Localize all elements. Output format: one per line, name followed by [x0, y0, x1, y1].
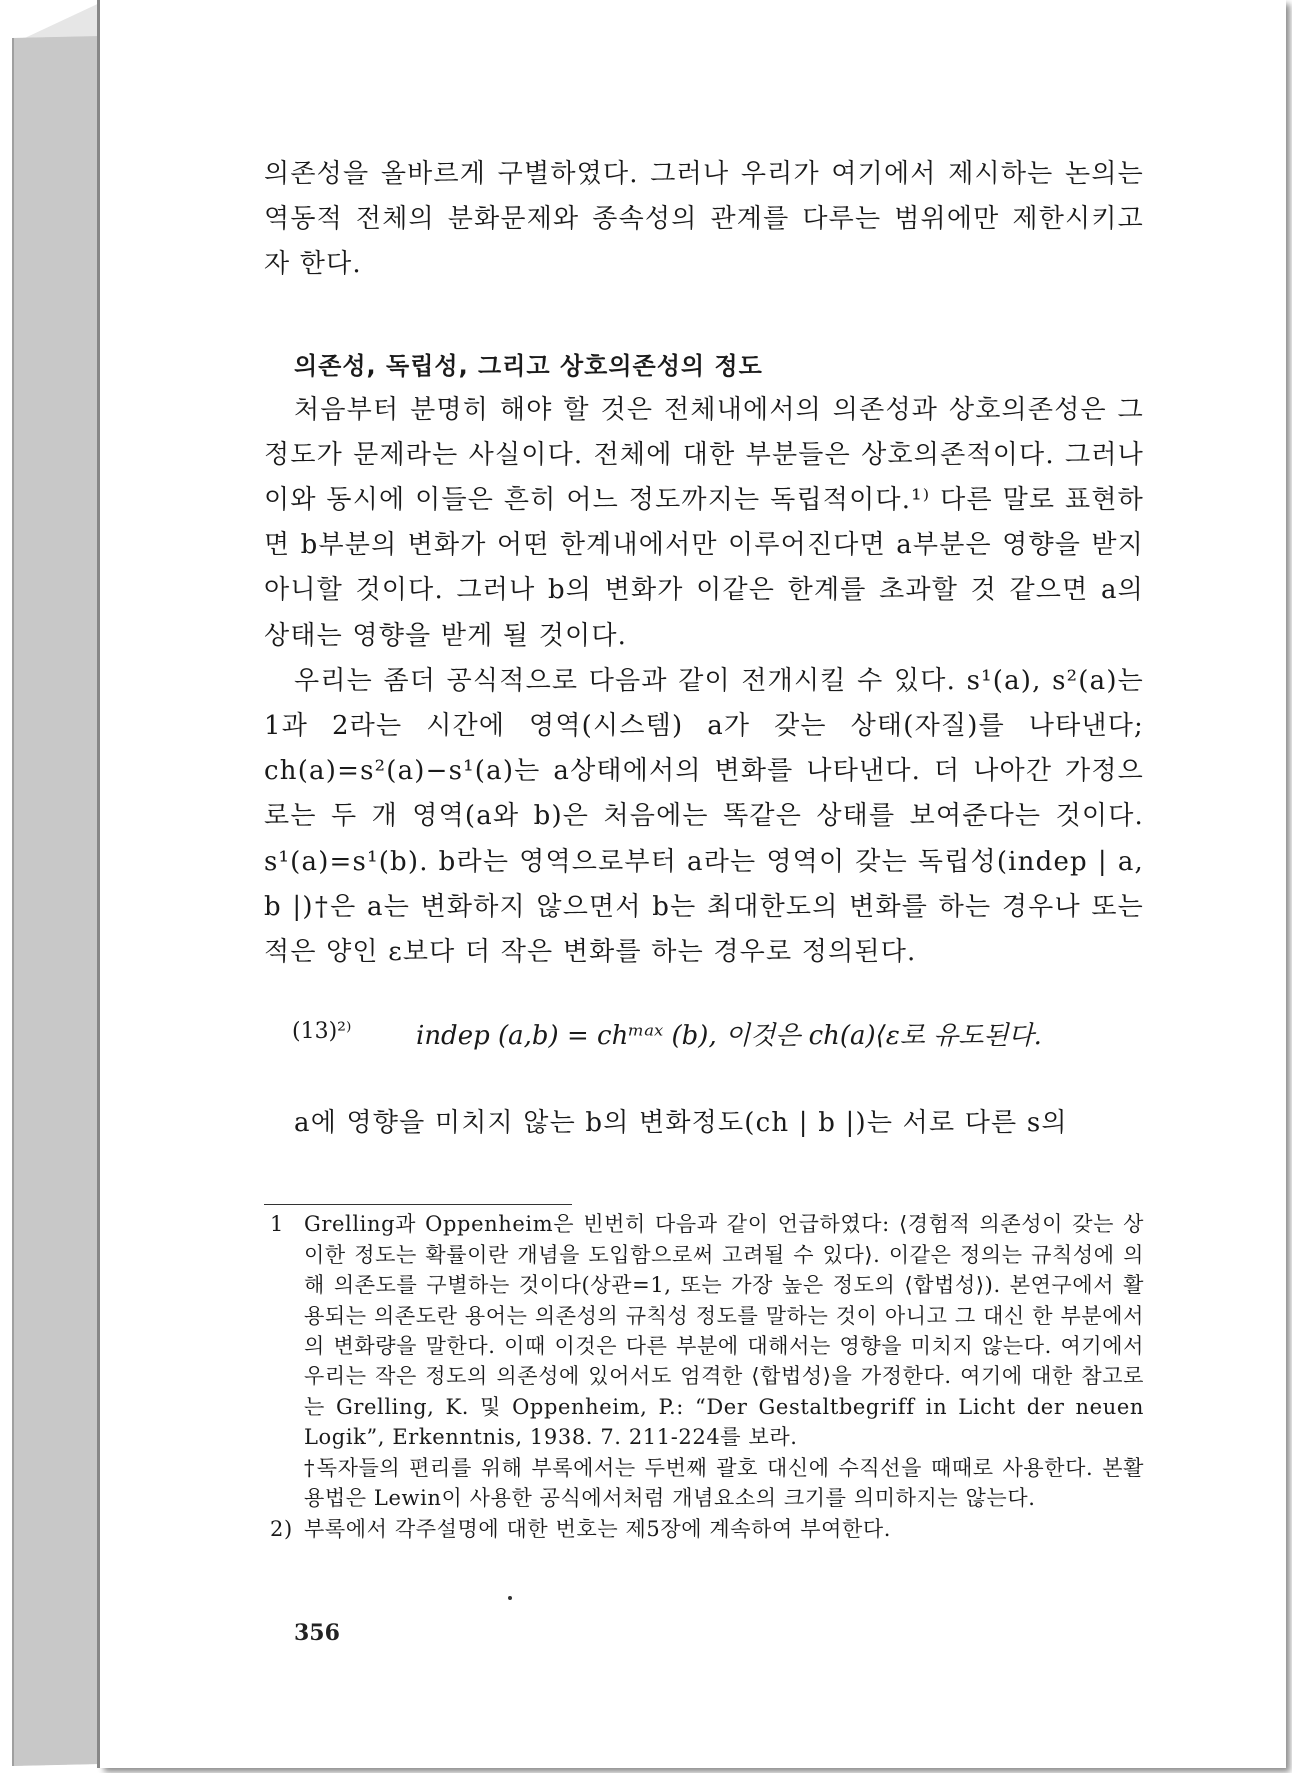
formula-number: (13)²⁾: [292, 1019, 352, 1045]
formula-expression: indep (a,b) = chᵐᵃˣ (b), 이것은 ch(a)⟨ε로 유도된다.: [416, 1021, 1042, 1052]
paragraph-2: 처음부터 분명히 해야 할 것은 전체내에서의 의존성과 상호의존성은 그 정도가 문제라는 사실이다. 전체에 대한 부분들은 상호의존적이다. 그러나 이와 동시에 이들은 흔히 어느 정도까지는 독립적이다.¹⁾ 다른 말로 표현하면 b부분의 변화가 어떤 한계내에서만 이루어진다면 a부분은 영향을 받지 아니할 것이다. 그러나 b의 변화가 이같은 한계를 초과할 것 같으면 a의 상태는 영향을 받게 될 것이다.: [264, 394, 1144, 651]
footnote-divider: [264, 1204, 572, 1205]
book-spine: [12, 36, 106, 1766]
footnote-2-text: 부록에서 각주설명에 대한 번호는 제5장에 계속하여 부여한다.: [304, 1516, 892, 1541]
paragraph-4: a에 영향을 미치지 않는 b의 변화정도(ch | b |)는 서로 다른 s의: [294, 1108, 1068, 1139]
print-speck: [508, 1596, 512, 1600]
paragraph-3: 우리는 좀더 공식적으로 다음과 같이 전개시킬 수 있다. s¹(a), s²(a)는 1과 2라는 시간에 영역(시스템) a가 갖는 상태(자질)를 나타낸다; ch(a)=s²(a)−s¹(a)는 a상태에서의 변화를 나타낸다. 더 나아간 가정으로는 두 개 영역(a와 b)은 처음에는 똑같은 상태를 보여준다는 것이다. s¹(a)=s¹(b). b라는 영역으로부터 a라는 영역이 갖는 독립성(indep | a, b |)†은 a는 변화하지 않으면서 b는 최대한도의 변화를 하는 경우나 또는 적은 양인 ε보다 더 작은 변화를 하는 경우로 정의된다.: [264, 665, 1144, 968]
footnote-1-number: 1: [270, 1212, 284, 1237]
page-number: 356: [294, 1620, 340, 1646]
section-heading: 의존성, 독립성, 그리고 상호의존성의 정도: [294, 351, 763, 380]
footnote-2: [264, 1514, 1144, 1544]
paragraph-1: 의존성을 올바르게 구별하였다. 그러나 우리가 여기에서 제시하는 논의는 역동적 전체의 분화문제와 종속성의 관계를 다루는 범위에만 제한시키고자 한다.: [264, 159, 1144, 280]
footnote-1-extra: †독자들의 편리를 위해 부록에서는 두번째 괄호 대신에 수직선을 때때로 사용한다. 본활용법은 Lewin이 사용한 공식에서처럼 개념요소의 크기를 의미하지는 않는다.: [304, 1455, 1144, 1511]
page-content: [264, 152, 1144, 1544]
footnote-1-text: Grelling과 Oppenheim은 빈번히 다음과 같이 언급하였다: ⟨경험적 의존성이 갖는 상이한 정도는 확률이란 개념을 도입함으로써 고려될 수 있다⟩. 이같은 정의는 규칙성에 의해 의존도를 구별하는 것이다(상관=1, 또는 가장 높은 정도의 ⟨합법성⟩). 본연구에서 활용되는 의존도란 용어는 의존성의 규칙성 정도를 말하는 것이 아니고 그 대신 한 부분에서의 변화량을 말한다. 이때 이것은 다른 부분에 대해서는 영향을 미치지 않는다. 여기에서 우리는 작은 정도의 의존성에 있어서도 엄격한 ⟨합법성⟩을 가정한다. 여기에 대한 참고로는 Grelling, K. 및 Oppenheim, P.: “Der Gestaltbegriff in Licht der neuen Logik”, Erkenntnis, 1938. 7. 211-224를 보라.: [304, 1212, 1144, 1450]
footnote-1: [264, 1209, 1144, 1452]
formula-13: [264, 1015, 1144, 1059]
footnote-2-number: 2): [270, 1516, 293, 1541]
